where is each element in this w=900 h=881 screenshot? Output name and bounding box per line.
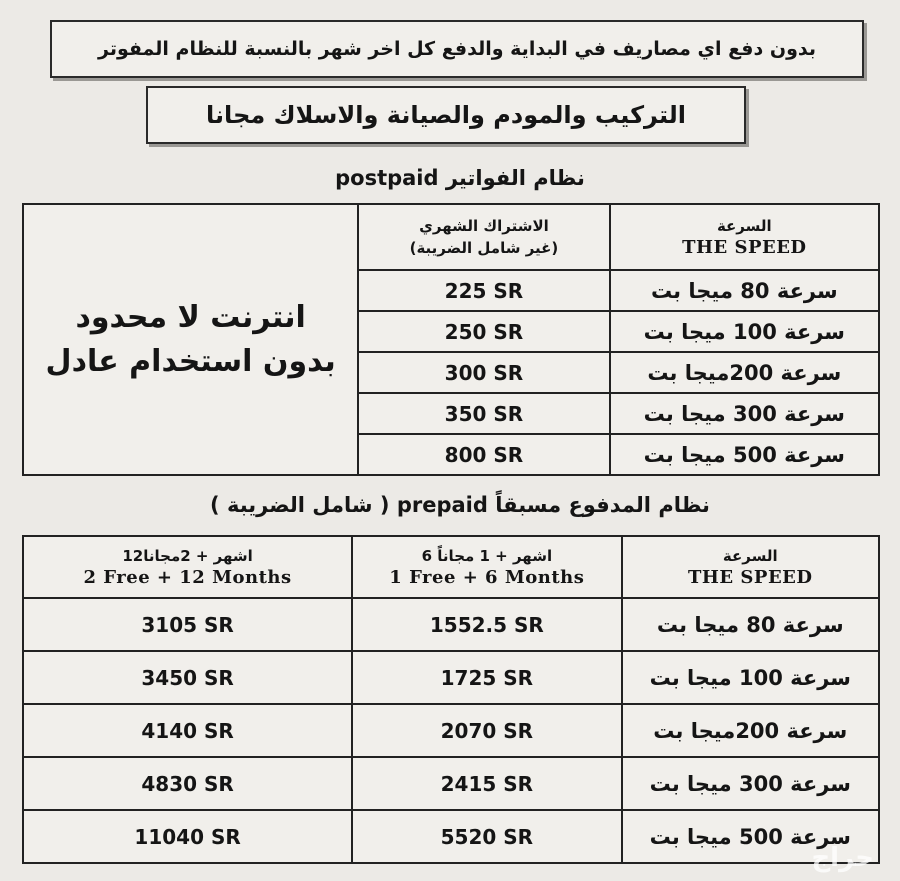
postpaid-price: 350 SR	[358, 393, 609, 434]
prepaid-price-6: 1725 SR	[352, 651, 621, 704]
twelve-month-header	[23, 536, 352, 598]
prepaid-speed: سرعة 80 ميجا بت	[622, 598, 879, 651]
unlimited-line2: بدون استخدام عادل	[45, 343, 336, 379]
prepaid-price-12: 11040 SR	[23, 810, 352, 863]
prepaid-price-12: 4830 SR	[23, 757, 352, 810]
six-month-header	[352, 536, 621, 598]
speed-header-en: THE SPEED	[682, 237, 807, 258]
prepaid-heading: نظام المدفوع مسبقاً prepaid ( شامل الضريبة )	[210, 493, 710, 517]
twelve-month-header-en: 2 Free + 12 Months	[83, 567, 292, 588]
six-month-header-en: 1 Free + 6 Months	[389, 567, 585, 588]
notice-box	[50, 20, 864, 78]
subscription-header-line2: (غير شامل الضريبة)	[409, 239, 559, 257]
prepaid-price-6: 2415 SR	[352, 757, 621, 810]
prepaid-price-12: 3450 SR	[23, 651, 352, 704]
postpaid-price: 300 SR	[358, 352, 609, 393]
prepaid-speed: سرعة 200ميجا بت	[622, 704, 879, 757]
prepaid-price-6: 2070 SR	[352, 704, 621, 757]
postpaid-speed: سرعة 300 ميجا بت	[610, 393, 879, 434]
postpaid-speed: سرعة 200ميجا بت	[610, 352, 879, 393]
prepaid-table	[22, 535, 880, 864]
subscription-header-line1: الاشتراك الشهري	[419, 217, 549, 235]
unlimited-cell	[23, 204, 358, 475]
prepaid-speed-header-en: THE SPEED	[688, 567, 813, 588]
postpaid-table	[22, 203, 880, 476]
prepaid-speed: سرعة 100 ميجا بت	[622, 651, 879, 704]
prepaid-price-12: 3105 SR	[23, 598, 352, 651]
prepaid-price-6: 1552.5 SR	[352, 598, 621, 651]
postpaid-heading: نظام الفواتير postpaid	[335, 166, 585, 190]
postpaid-speed: سرعة 100 ميجا بت	[610, 311, 879, 352]
prepaid-speed: سرعة 500 ميجا بت	[622, 810, 879, 863]
prepaid-price-12: 4140 SR	[23, 704, 352, 757]
watermark-logo: حراج	[811, 843, 874, 873]
postpaid-price: 800 SR	[358, 434, 609, 475]
prepaid-price-6: 5520 SR	[352, 810, 621, 863]
postpaid-speed: سرعة 500 ميجا بت	[610, 434, 879, 475]
prepaid-speed: سرعة 300 ميجا بت	[622, 757, 879, 810]
twelve-month-header-ar: 12اشهر + 2مجانا	[122, 547, 253, 565]
speed-header	[610, 204, 879, 270]
notice-text: بدون دفع اي مصاريف في البداية والدفع كل اخر شهر بالنسبة للنظام المفوتر	[98, 38, 816, 60]
free-install-box	[146, 86, 746, 144]
prepaid-speed-header	[622, 536, 879, 598]
speed-header-ar: السرعة	[716, 217, 772, 235]
postpaid-price: 250 SR	[358, 311, 609, 352]
postpaid-speed: سرعة 80 ميجا بت	[610, 270, 879, 311]
unlimited-line1: انترنت لا محدود	[75, 299, 306, 335]
six-month-header-ar: 6 اشهر + 1 مجاناً	[421, 547, 553, 565]
postpaid-price: 225 SR	[358, 270, 609, 311]
prepaid-speed-header-ar: السرعة	[722, 547, 778, 565]
free-install-text: التركيب والمودم والصيانة والاسلاك مجانا	[206, 101, 686, 129]
subscription-header	[358, 204, 609, 270]
